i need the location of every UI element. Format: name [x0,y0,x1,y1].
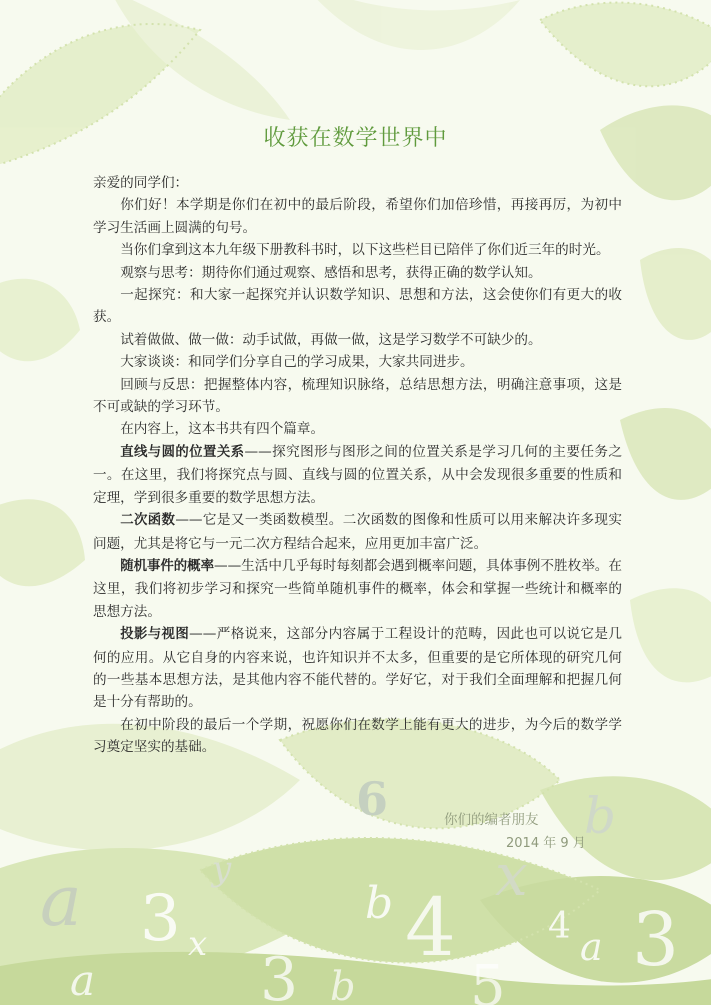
paragraph-closing: 在初中阶段的最后一个学期，祝愿你们在数学上能有更大的进步，为今后的数学学习奠定坚实的基础。 [93,716,622,756]
paragraph-chapters-intro: 在内容上，这本书共有四个篇章。 [120,421,325,438]
column-label-review: 回顾与反思： [120,376,204,393]
paragraph-discuss [93,351,622,373]
preface-body [93,172,622,759]
glyph-b-bottom: b [330,964,356,1005]
paragraph-columns-intro: 当你们拿到这本九年级下册教科书时，以下这些栏目已陪伴了你们近三年的时光。 [120,242,610,259]
paragraph-review [93,374,622,419]
glyph-3-left: 3 [140,882,181,956]
paragraph-chapter-probability [93,555,622,623]
column-desc-review: 把握整体内容，梳理知识脉络，总结思想方法，明确注意事项，这是不可或缺的学习环节。 [93,376,623,416]
paragraph-chapter-quadratic [93,509,622,555]
chapter-title-quadratic: 二次函数 [120,513,176,529]
chapter-title-projection: 投影与视图 [120,627,190,643]
column-desc-observe: 期待你们通过观察、感悟和思考，获得正确的数学认知。 [201,264,542,281]
greeting: 亲爱的同学们： [93,175,189,191]
chapter-desc-probability: ——生活中几乎每时每刻都会遇到概率问题，具体事例不胜枚举。在这里，我们将初步学习和探究一些简单随机事件的概率，体会和掌握一些统计和概率的思想方法。 [93,557,623,620]
glyph-3-right: 3 [632,897,680,983]
paragraph-intro: 你们好！本学期是你们在初中的最后阶段，希望你们加倍珍惜，再接再厉，为初中学习生活画上圆满的句号。 [93,197,622,236]
glyph-a-white: a [70,956,96,1005]
column-label-explore: 一起探究： [120,287,190,304]
column-label-try: 试着做做、做一做： [120,331,243,348]
column-desc-discuss: 和同学们分享自己的学习成果，大家共同进步。 [188,354,474,371]
glyph-5-bottom: 5 [470,954,506,1005]
chapter-desc-quadratic: ——它是又一类函数模型。二次函数的图像和性质可以用来解决许多现实问题，尤其是将它与一元二次方程结合起来，应用更加丰富广泛。 [93,512,623,552]
date: 2014 年 9 月 [506,836,586,851]
glyph-6: 6 [356,772,389,826]
chapter-desc-projection: ——严格说来，这部分内容属于工程设计的范畴，因此也可以说它是几何的应用。从它自身的内容来说，也许知识并不太多，但重要的是它所体现的研究几何的一些基本思想方法，是其他内容不能代替的。学好它，对于我们全面理解和把握几何是十分有帮助的。 [93,626,623,711]
glyph-3-bottom: 3 [260,945,299,1005]
glyph-y: y [212,849,232,889]
glyph-b-right: b [584,787,617,845]
column-label-discuss: 大家谈谈： [120,354,189,371]
column-desc-try: 动手试做，再做一做，这是学习数学不可缺少的。 [242,331,542,348]
glyph-x-left: x [188,924,208,964]
chapter-title-probability: 随机事件的概率 [120,558,214,574]
glyph-4-mid: 4 [405,881,456,974]
column-desc-explore: 和大家一起探究并认识数学知识、思想和方法，这会使你们有更大的收获。 [93,287,623,326]
paragraph-observe [93,262,622,284]
glyph-a-large: a [40,860,82,942]
signature: 你们的编者朋友 [444,812,539,828]
paragraph-chapter-projection [93,623,622,714]
paragraph-try [93,329,622,351]
glyph-4-right: 4 [548,906,571,947]
paragraph-chapter-circle [93,441,622,509]
glyph-b-mid: b [365,878,394,929]
glyph-a-small: a [580,925,603,969]
page-title: 收获在数学世界中 [263,126,448,151]
chapter-title-circle: 直线与圆的位置关系 [120,444,245,460]
chapter-desc-circle: ——探究图形与图形之间的位置关系是学习几何的主要任务之一。在这里，我们将探究点与圆、直线与圆的位置关系，从中会发现很多重要的性质和定理，学到很多重要的数学思想方法。 [93,443,623,506]
column-label-observe: 观察与思考： [120,264,202,281]
glyph-x-mid: x [495,841,528,909]
paragraph-explore [93,284,622,329]
